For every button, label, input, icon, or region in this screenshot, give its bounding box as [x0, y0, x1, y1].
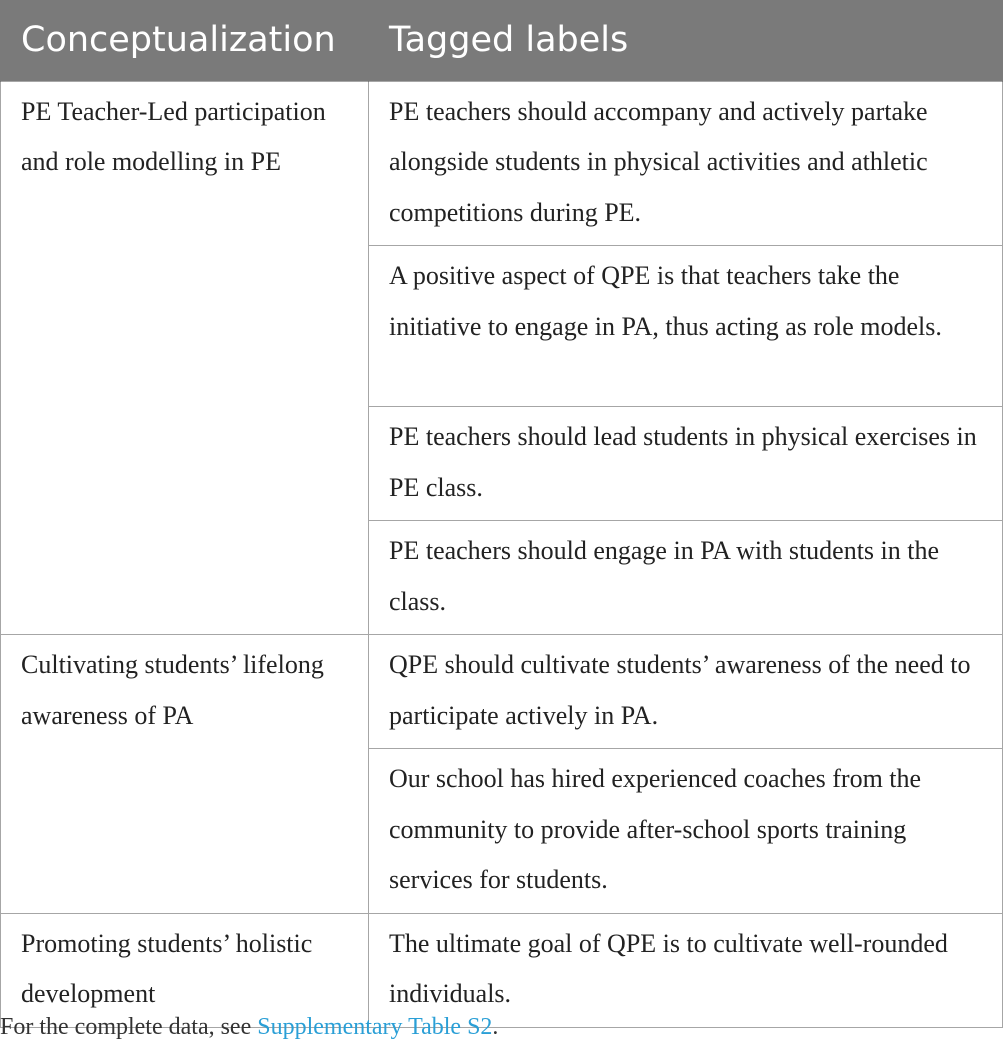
label-cell: PE teachers should accompany and actively partake alongside students in physical activities and athletic competitions during PE. — [369, 81, 1003, 246]
footnote-suffix: . — [492, 1014, 499, 1040]
header-row — [1, 0, 1003, 81]
table-footnote — [0, 1014, 498, 1041]
header-conceptualization: Conceptualization — [1, 0, 369, 81]
label-cell: PE teachers should lead students in physical exercises in PE class. — [369, 407, 1003, 521]
supplementary-table-link[interactable]: Supplementary Table S2 — [257, 1014, 493, 1040]
table-row — [1, 913, 1003, 1027]
table-header — [1, 0, 1003, 81]
label-cell: The ultimate goal of QPE is to cultivate well-rounded individuals. — [369, 913, 1003, 1027]
concept-cell: PE Teacher-Led participation and role modelling in PE — [1, 81, 369, 635]
table-row — [1, 81, 1003, 246]
table-body — [1, 81, 1003, 1027]
header-tagged-labels: Tagged labels — [369, 0, 1003, 81]
table-row — [1, 635, 1003, 749]
concept-cell: Cultivating students’ lifelong awareness of PA — [1, 635, 369, 914]
label-cell: PE teachers should engage in PA with students in the class. — [369, 521, 1003, 635]
label-cell: Our school has hired experienced coaches from the community to provide after-school sports training services for students. — [369, 749, 1003, 914]
concept-cell: Promoting students’ holistic development — [1, 913, 369, 1027]
label-cell: A positive aspect of QPE is that teachers take the initiative to engage in PA, thus acting as role models. — [369, 246, 1003, 407]
footnote-prefix: For the complete data, see — [0, 1014, 258, 1040]
label-cell: QPE should cultivate students’ awareness of the need to participate actively in PA. — [369, 635, 1003, 749]
